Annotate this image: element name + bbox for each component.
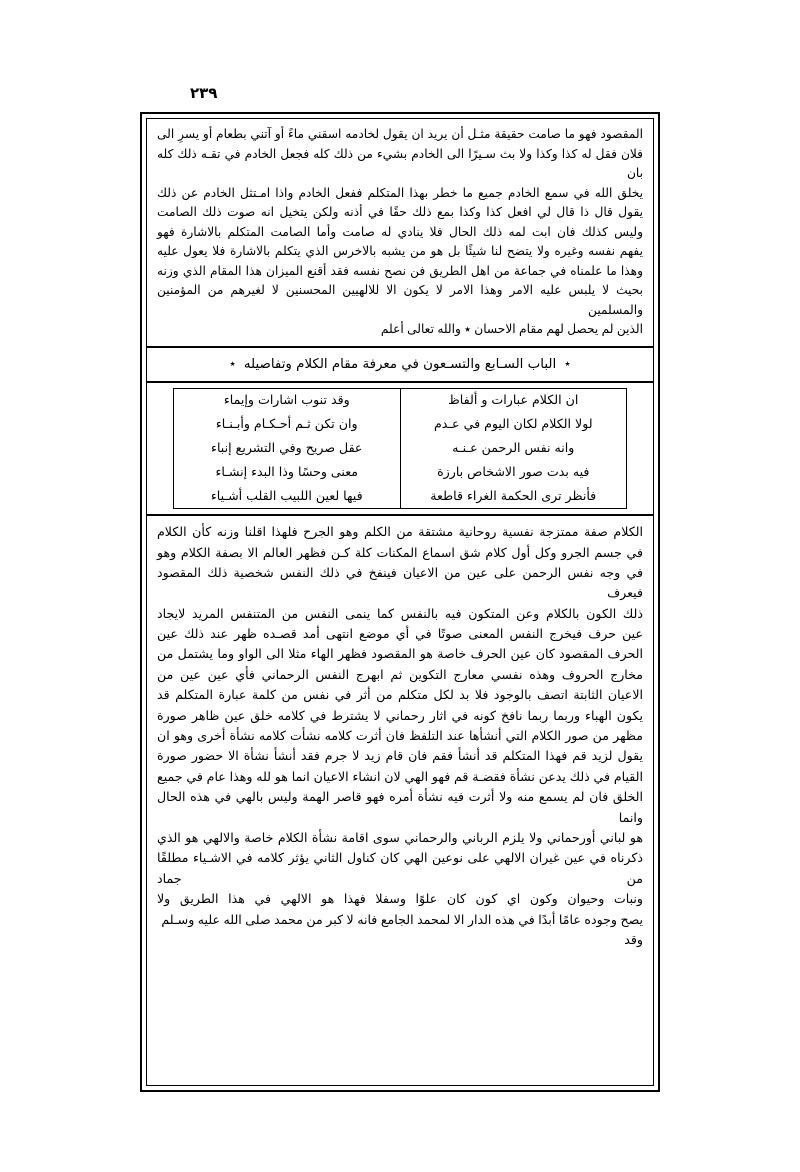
body-prose-line: عين حرف فيخرج النفس المعنى صوتًا في أي موضع انتهى أمد قصـده ظهر عند ذلك عين (157, 626, 643, 642)
verse-row (174, 484, 626, 508)
body-prose-text (157, 522, 643, 950)
top-prose-line: وليس كذلك فان ابت لمه ذلك الحال فلا ينادي له صامت وأما الصامت المتكلم بالاشارة فهو (157, 224, 643, 239)
body-prose-line: الكلام صفة ممتزجة نفسية روحانية مشتقة من الكلم وهو الجرح فلهذا اقلنا وزنه كأن الكلام (157, 524, 643, 540)
body-prose-line: يكون الهباء وربما ربما نافخ كونه في اثار رحماني لا يشترط في كلامه خلق عين ظاهر صورة (157, 707, 643, 723)
chapter-heading (147, 348, 653, 381)
decoration-end-icon: ٭ (229, 357, 236, 371)
top-prose-line: بحيث لا يلبس عليه الامر وهذا الامر لا يكون الا للالهيين المحسنين لا لغيرهم من المؤمنين والمسلمين (157, 283, 643, 317)
top-prose-line: فلان فقل له كذا وكذا ولا بث سـيرًا الى الخادم بشيء من ذلك كله فجعل الخادم في تقـه ذلك كله بان (157, 146, 643, 181)
body-prose-line: مخارج الحروف وهذه نفسي معارج التكوين ثم ابهرج النفس الرحماني فأي عين عين من (157, 666, 643, 682)
body-prose-line: الحرف المقصود كان عين الحرف خاصة هو المقصود فظهر الهاء مثلا الى الواو وما يشتمل من (157, 646, 643, 662)
top-prose-line: يخلق الله في سمع الخادم جميع ما خطر بهذا المتكلم ففعل الخادم واذا امـتثل الخادم عن ذلك (157, 185, 643, 200)
verse-second-hemistich: فيها لعين اللبيب القلب أشـياء (210, 487, 363, 503)
chapter-heading-text: الباب السـابع والتسـعون في معرفة مقام الكلام وتفاصيله (243, 356, 557, 372)
body-prose-line: القيام في ذلك يدعن نشأة فقضـة قم فهو الهي لان انشاء الاعيان انما هو لله وهذا عام في جميع (157, 768, 643, 784)
top-prose-line: وهذا ما علمناه في جماعة من اهل الطريق فن نصح نفسه فقد أقنع الميزان هذا المقام الذي وزنه (157, 263, 643, 278)
body-prose-line: مظهر من صور الكلام التي أنشأها عند التلفظ فان أثرت كلامه نشأت كلامه نشأة أخرى وهو ان (157, 728, 643, 744)
body-prose-section (147, 516, 653, 956)
body-prose-line: في وجه نفس الرحمن على عين من الاعيان فينفخ في ذلك النفس شخصية ذلك المقصود فيعرف (157, 564, 643, 601)
top-prose-section (147, 119, 653, 346)
verse-second-hemistich: معنى وحسًا وذا البدء إنشـاء (215, 463, 359, 479)
verse-first-hemistich: لولا الكلام لكان اليوم في عـدم (400, 413, 626, 437)
verse-second-hemistich: وقد تنوب اشارات وإيماء (223, 392, 350, 408)
top-prose-line: يقول قال ذا قال لي افعل كذا وكذا بمع ذلك حقًا في أذنه ولكن يتخيل انه صوت ذلك الصامت (157, 205, 643, 220)
text-frame-inner (146, 118, 654, 1086)
decoration-start-icon: ٭ (564, 357, 571, 371)
verse-first-hemistich: فأنظر ترى الحكمة الغراء قاطعة (400, 484, 626, 508)
verse-row (174, 436, 626, 460)
body-prose-line: الخلق فان لم يسمع منه ولا أثرت فيه نشأة أمره فهو قاصر الهمة وليس بالهي في هذه الحال وانما (157, 789, 643, 825)
verse-table (174, 389, 626, 508)
verse-second-hemistich: وان تكن ثـم أحـكـام وأبـنـاء (215, 416, 358, 432)
top-prose-line: يفهم نفسه وغيره ولا يتضح لنا شيئًا بل هو من يشبه بالاخرس الذي يتكلم بالاشارة فلا يعول عليه (157, 244, 643, 259)
verse-first-hemistich: فيه بدت صور الاشخاص بارزة (400, 460, 626, 484)
verse-second-hemistich: عقل صريح وفي التشريع إنباء (211, 439, 363, 455)
verse-block (173, 388, 627, 509)
top-prose-line: الذين لم يحصل لهم مقام الاحسان ٭ والله تعالى أعلم (380, 322, 643, 337)
verse-row (174, 460, 626, 484)
verse-first-hemistich: ان الكلام عبارات و ألفاظ (400, 389, 626, 413)
body-prose-line: الاعيان الثابتة اتصف بالوجود فلا بد لكل متكلم من أثر في نفس من كلمة عبارة المتكلم قد (157, 687, 643, 703)
body-prose-line: هو لباني أورحماني ولا يلزم الرباني والرحماني سوى اقامة نشأة الكلام خاصة والالهي هو الذي (157, 829, 643, 845)
top-prose-line: المقصود فهو ما صامت حقيقة مثـل أن يريد ان يقول لخادمه اسقني ماءً أو آتني بطعام أو يسرِ الى (157, 127, 643, 141)
body-prose-line: ذلك الكون بالكلام وعن المتكون فيه بالنفس كما ينمى النفس من المتنفس المريد لايجاد (157, 605, 643, 621)
verse-row (174, 389, 626, 413)
verse-first-hemistich: وانه نفس الرحمن عـنـه (400, 436, 626, 460)
body-prose-line: يصح وجوده عامًا أبدًا في هذه الدار الا لمحمد الجامع فانه لا كبر من محمد صلى الله عليه وسـلم وقد (161, 911, 643, 947)
top-prose-text (157, 125, 643, 340)
verse-row (174, 413, 626, 437)
text-frame (140, 112, 660, 1092)
body-prose-line: في جسم الجرو وكل أول كلام شق اسماع المكنات كلة كـن فظهر العالم الا بصفة الكلام وهو (157, 544, 643, 560)
body-prose-line: ذكرناه في عين غيران الالهي على نوعين الهي كان كناول الثاني يؤثر كلامه في الاشـياء مطلقًا من جماد (157, 850, 643, 886)
page-number: ٢٣٩ (190, 84, 218, 102)
body-prose-line: يقول لزيد قم فهذا المتكلم قد أنشأ فقم فان قام زيد لا جرم فقد أنشأ نشأة الا حضور صورة (157, 748, 643, 764)
body-prose-line: ونبات وحيوان وكون اي كون كان علوًا وسفلا فهذا هو الالهي في هذا الطريق ولا (157, 891, 643, 907)
